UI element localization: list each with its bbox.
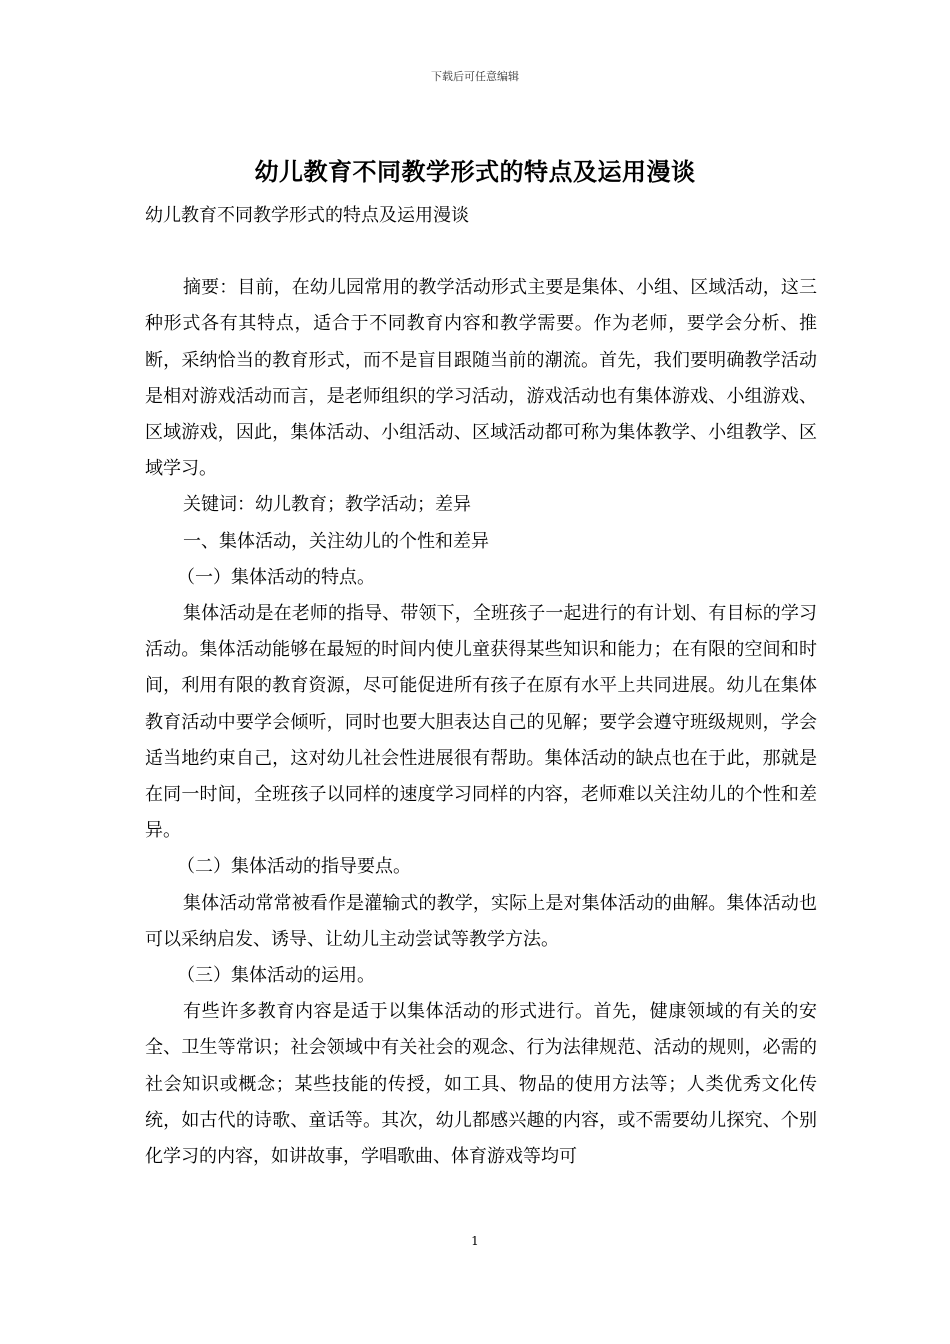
body-paragraph: 集体活动常常被看作是灌输式的教学，实际上是对集体活动的曲解。集体活动也可以采纳启发、诱导、让幼儿主动尝试等教学方法。 [145,892,817,950]
subsection-heading-1: （一）集体活动的特点。 [177,566,375,588]
page-number: 1 [471,1234,479,1248]
subsection-heading-2: （二）集体活动的指导要点。 [177,856,411,878]
keywords-line: 关键词：幼儿教育；教学活动；差异 [183,494,471,516]
body-paragraph: 有些许多教育内容是适于以集体活动的形式进行。首先，健康领域的有关的安全、卫生等常识；社会领域中有关社会的观念、行为法律规范、活动的规则，必需的社会知识或概念；某些技能的传授，如工具、物品的使用方法等；人类优秀文化传统，如古代的诗歌、童话等。其次，幼儿都感兴趣的内容，或不需要幼儿探究、个别化学习的内容，如讲故事，学唱歌曲、体育游戏等均可 [145,1001,817,1168]
document-body [145,198,817,1175]
page-header-note: 下载后可任意编辑 [431,70,519,83]
subsection-heading-3: （三）集体活动的运用。 [177,965,375,987]
blank-line [145,234,817,270]
section-heading-1: 一、集体活动，关注幼儿的个性和差异 [183,530,489,552]
body-paragraph: 集体活动是在老师的指导、带领下，全班孩子一起进行的有计划、有目标的学习活动。集体活动能够在最短的时间内使儿童获得某些知识和能力；在有限的空间和时间，利用有限的教育资源，尽可能促进所有孩子在原有水平上共同进展。幼儿在集体教育活动中要学会倾听，同时也要大胆表达自己的见解；要学会遵守班级规则，学会适当地约束自己，这对幼儿社会性进展很有帮助。集体活动的缺点也在于此，那就是在同一时间，全班孩子以同样的速度学习同样的内容，老师难以关注幼儿的个性和差异。 [145,603,817,842]
abstract-paragraph: 摘要：目前，在幼儿园常用的教学活动形式主要是集体、小组、区域活动，这三种形式各有其特点，适合于不同教育内容和教学需要。作为老师，要学会分析、推断，采纳恰当的教育形式，而不是盲目跟随当前的潮流。首先，我们要明确教学活动是相对游戏活动而言，是老师组织的学习活动，游戏活动也有集体游戏、小组游戏、区域游戏，因此，集体活动、小组活动、区域活动都可称为集体教学、小组教学、区域学习。 [145,277,817,480]
document-subtitle: 幼儿教育不同教学形式的特点及运用漫谈 [145,205,469,226]
document-title: 幼儿教育不同教学形式的特点及运用漫谈 [254,157,696,186]
